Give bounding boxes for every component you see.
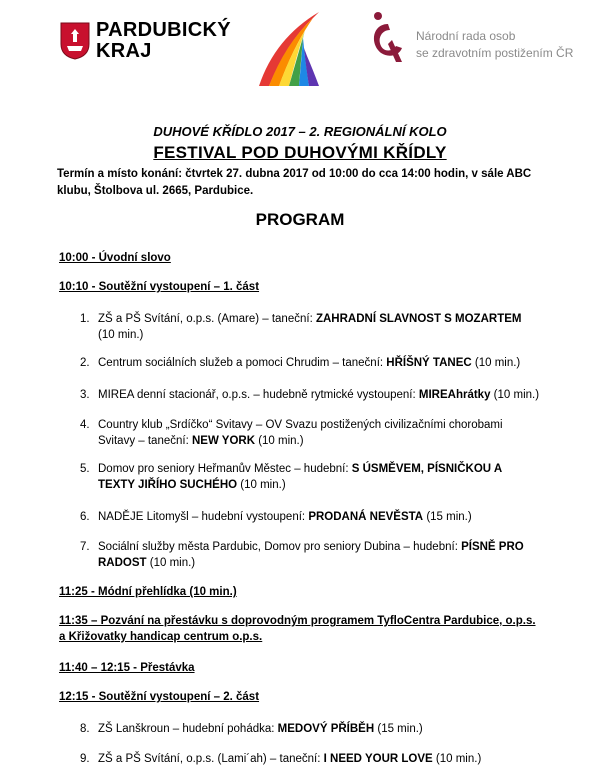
venue-info: Termín a místo konání: čtvrtek 27. dubna 2017 od 10:00 do cca 14:00 hodin, v sále ABC klubu, Štolbova ul. 2665, Pardubice. xyxy=(57,168,532,197)
duhove-kridlo-rainbow-logo xyxy=(257,8,323,88)
nrzp-symbol-icon xyxy=(368,10,408,66)
section-break-invitation: 11:35 – Pozvání na přestávku s doprovodným programem TyfloCentra Pardubice, o.p.s. a Křižovatky handicap centrum o.p.s. xyxy=(59,615,536,643)
pardubicky-kraj-logo xyxy=(60,19,231,64)
section-competition-part2: 12:15 - Soutěžní vystoupení – 2. část xyxy=(59,691,260,703)
section-competition-part1: 10:10 - Soutěžní vystoupení – 1. část xyxy=(59,281,260,293)
section-fashion-show: 11:25 - Módní přehlídka (10 min.) xyxy=(59,586,237,598)
nrzp-name: Národní rada osob se zdravotním postižením ČR xyxy=(416,29,574,60)
program-heading: PROGRAM xyxy=(255,210,345,229)
nrzp-logo xyxy=(368,10,588,70)
section-break: 11:40 – 12:15 - Přestávka xyxy=(59,662,195,674)
event-title: FESTIVAL POD DUHOVÝMI KŘÍDLY xyxy=(153,143,447,162)
logo-bar xyxy=(0,0,600,80)
kraj-shield-icon xyxy=(60,22,90,60)
section-opening: 10:00 - Úvodní slovo xyxy=(59,252,171,264)
event-subtitle: DUHOVÉ KŘÍDLO 2017 – 2. REGIONÁLNÍ KOLO xyxy=(153,124,447,139)
kraj-wordmark: PARDUBICKÝ KRAJ xyxy=(96,19,231,62)
